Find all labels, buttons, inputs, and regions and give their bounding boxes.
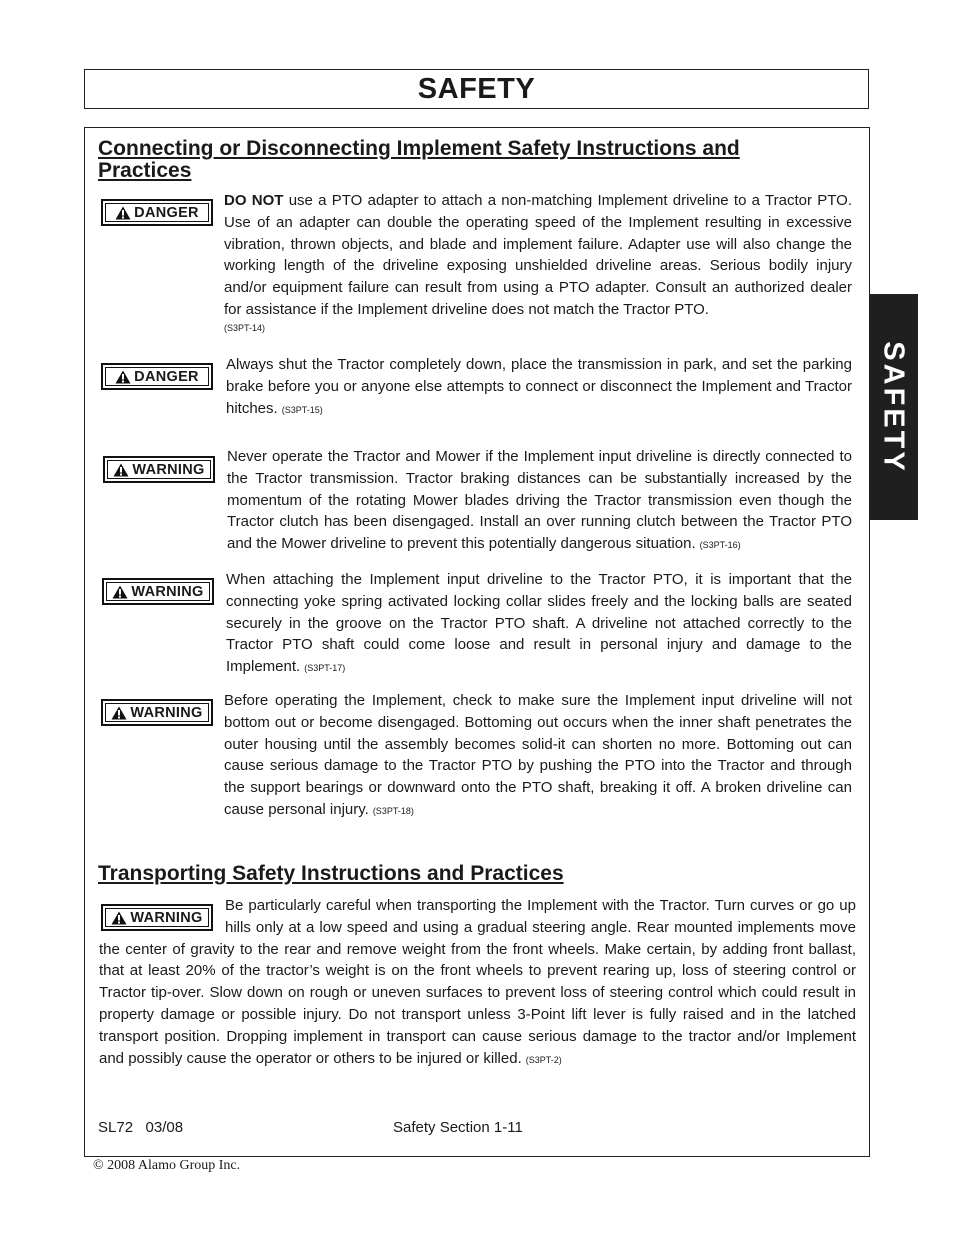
page-number: Safety Section 1-11 [393,1119,523,1136]
safety-instruction-s3pt-17 [226,569,852,680]
badge-label: WARNING [130,704,203,721]
instruction-text: Before operating the Implement, check to make sure the Implement input driveline will not bottom out or become disengaged. Bottoming out occurs when the inner shaft penetrates the outer housing until the assembly becomes solid-it can shorten no more. Bottoming out can cause serious damage to the Tractor PTO by pushing the PTO into the Tractor and through the support bearings or downward onto the PTO shaft, breaking it off. A broken driveline can cause personal injury. [224,692,852,818]
reference-code: (S3PT-17) [304,663,346,674]
reference-code: (S3PT-15) [281,404,323,415]
section-title-connecting: Connecting or Disconnecting Implement Safety Instructions and Practices [98,137,740,182]
instruction-text: When attaching the Implement input driveline to the Tractor PTO, it is important that the connecting yoke spring activated locking collar slides freely and the locking balls are seated securely in the groove on the Tractor PTO shaft. A driveline not attached correctly to the Tractor PTO shaft could come loose and result in personal injury and damage to the Implement. [226,571,852,676]
emphasis-text: DO NOT [224,192,284,209]
warning-badge [102,578,214,605]
safety-instruction-s3pt-16 [227,446,852,557]
warning-triangle-icon [113,463,129,477]
warning-badge [101,699,213,726]
safety-instruction-s3pt-14 [224,190,852,335]
badge-label: DANGER [134,204,199,221]
safety-instruction-s3pt-18 [224,690,852,823]
section-title-transporting: Transporting Safety Instructions and Practices [98,862,564,885]
warning-triangle-icon [115,206,131,220]
danger-badge [101,363,213,390]
badge-label: WARNING [131,583,204,600]
warning-triangle-icon [112,585,128,599]
reference-code: (S3PT-16) [699,540,741,551]
reference-code: (S3PT-2) [525,1054,562,1065]
section-side-tab [869,294,918,520]
badge-label: WARNING [132,461,205,478]
side-tab-label: SAFETY [878,340,910,474]
warning-triangle-icon [111,911,127,925]
warning-triangle-icon [115,370,131,384]
reference-code: (S3PT-18) [372,805,414,816]
safety-instruction-s3pt-15 [226,354,852,421]
instruction-text: Be particularly careful when transporting the Implement with the Tractor. Turn curves or go up hills only at a low speed and using a gradual steering angle. Rear mounted implements move the center of gravity to the rear and remove weight from the front wheels. Make certain, by adding front ballast, that at least 20% of the tractor’s weight is on the front wheels to prevent rearing up, loss of steering control or Tractor tip-over. Slow down on rough or uneven surfaces to prevent loss of steering control which could result in property damage or possible injury. Do not transport unless 3-Point lift lever is fully raised and in the latched transport position. Dropping implement in transport can cause serious damage to the tractor and/or Implement and possibly cause the operator or others to be injured or killed. [99,897,856,1067]
reference-code: (S3PT-14) [224,322,266,333]
instruction-text: Never operate the Tractor and Mower if the Implement input driveline is directly connected to the Tractor transmission. Tractor braking distances can be substantially increased by the momentum of the rotating Mower blades driving the Tractor transmission even though the Tractor clutch has been disengaged. Install an over running clutch between the Tractor PTO and the Mower driveline to prevent this potentially dangerous situation. [227,448,852,553]
page-header-title: SAFETY [417,72,536,105]
copyright-notice: © 2008 Alamo Group Inc. [93,1158,241,1173]
page-header [84,69,869,109]
badge-label: DANGER [134,368,199,385]
instruction-text: Always shut the Tractor completely down, place the transmission in park, and set the parking brake before you or anyone else attempts to connect or disconnect the Implement and Tractor hitches. [226,356,852,417]
danger-badge [101,199,213,226]
warning-triangle-icon [111,706,127,720]
badge-label: WARNING [130,909,203,926]
warning-badge [103,456,215,483]
instruction-text: use a PTO adapter to attach a non-matching Implement driveline to a Tractor PTO. Use of an adapter can double the operating speed of the Implement resulting in excessive vibration, thrown objects, and blade and implement failure. Adapter use will also change the working length of the driveline exposing unshielded driveline areas. Serious bodily injury and/or equipment failure can result from using a PTO adapter. Consult an authorized dealer for assistance if the Implement driveline does not match the Tractor PTO. [224,192,852,318]
document-code: SL72 03/08 [98,1119,184,1136]
warning-badge [101,904,213,931]
